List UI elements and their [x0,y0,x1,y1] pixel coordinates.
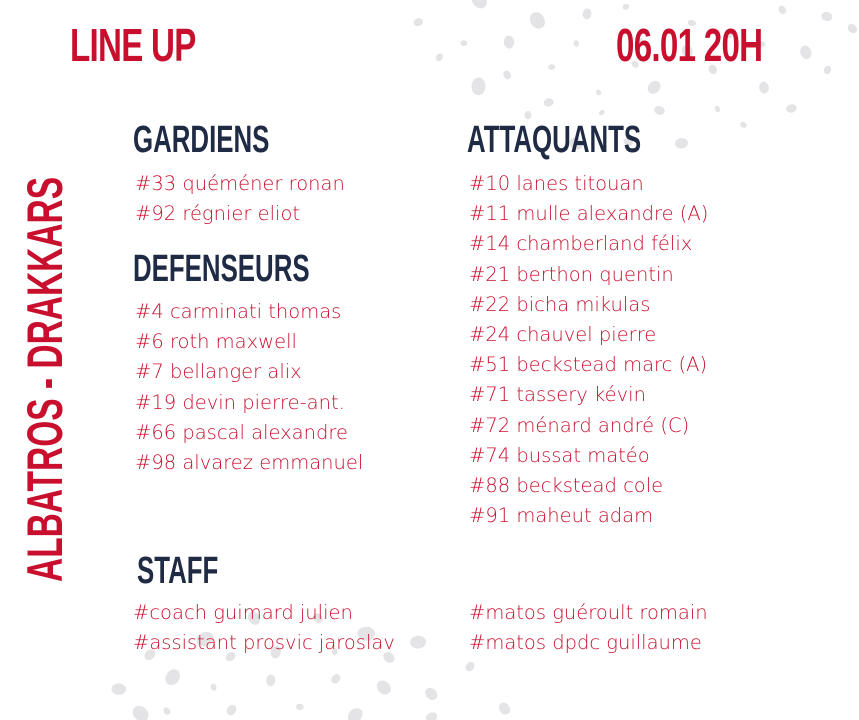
player-entry: #22 bicha mikulas [469,292,651,316]
background-dot [645,78,663,96]
background-dot [582,8,592,20]
background-dot [823,65,833,76]
background-dot [653,105,666,117]
background-dot [345,705,366,720]
background-dot [777,4,788,15]
match-teams [17,0,73,582]
background-dot [460,40,468,47]
background-dot [423,685,440,702]
background-dot [464,660,477,673]
background-dot [714,105,721,113]
player-entry: #66 pascal alexandre [135,420,348,444]
section-heading-attaquants: ATTAQUANTS [467,119,642,161]
player-entry: #11 mulle alexandre (A) [469,202,709,226]
player-entry: #33 quéméner ronan [135,172,345,195]
background-dot [598,109,606,117]
match-teams-label: ALBATROS - DRAKKARS [17,176,73,582]
player-entry: #4 carminati thomas [135,300,342,323]
background-dot [739,120,748,129]
background-dot [329,672,342,685]
section-heading-gardiens: GARDIENS [133,119,270,161]
background-dot [595,89,602,96]
background-dot [266,674,276,686]
background-dot [471,77,486,95]
background-dot [527,9,548,31]
background-dot [674,137,688,149]
background-dot [548,64,555,70]
player-entry: #98 alvarez emmanuel [135,450,364,474]
background-dot [435,52,445,62]
background-dot [162,706,171,716]
player-entry: #51 beckstead marc (A) [469,353,708,377]
background-dot [210,683,218,692]
player-entry: #coach guimard julien [133,601,353,624]
background-dot [502,69,513,80]
background-dot [785,103,797,113]
background-dot [225,703,238,717]
player-entry: #19 devin pierre-ant. [135,390,345,414]
player-entry: #matos guéroult romain [469,601,708,624]
background-dot [846,22,859,35]
background-dot [503,35,515,49]
player-entry: #24 chauvel pierre [469,322,657,346]
background-dot [758,81,770,94]
background-dot [424,711,438,720]
attaquants-list [469,169,708,531]
player-entry: #74 bussat matéo [469,443,650,467]
player-entry: #88 beckstead cole [469,473,664,497]
background-dot [111,683,126,695]
background-dot [413,17,424,27]
player-entry: #21 berthon quentin [469,262,674,286]
section-heading-defenseurs: DEFENSEURS [133,248,310,290]
match-date-time: 06.01 20H [616,19,763,71]
player-entry: #71 tassery kévin [469,383,646,407]
background-dot [573,40,580,48]
background-dot [543,97,555,107]
player-entry: #10 lanes titouan [469,172,644,195]
defenseurs-list [135,297,363,478]
player-entry: #92 régnier eliot [135,202,301,226]
background-dot [469,0,490,11]
player-entry: #matos dpdc guillaume [469,631,702,655]
section-heading-staff: STAFF [137,550,219,592]
background-dot [622,3,631,11]
background-dot [130,703,152,720]
page-title: LINE UP [70,19,196,71]
player-entry: #14 chamberland félix [469,232,693,256]
staff-list-left [133,598,395,658]
background-dot [798,44,813,61]
background-dot [162,666,183,687]
staff-list-right [469,598,708,658]
gardiens-list [135,169,345,229]
player-entry: #assistant prosvic jaroslav [133,631,395,655]
background-dot [374,678,394,698]
player-entry: #6 roth maxwell [135,330,297,354]
player-entry: #72 ménard andré (C) [469,413,690,437]
background-dot [296,704,304,711]
background-dot [497,700,513,716]
player-entry: #7 bellanger alix [135,360,302,384]
background-dot [820,11,833,22]
player-entry: #91 maheut adam [469,504,654,528]
background-dot [410,635,427,649]
